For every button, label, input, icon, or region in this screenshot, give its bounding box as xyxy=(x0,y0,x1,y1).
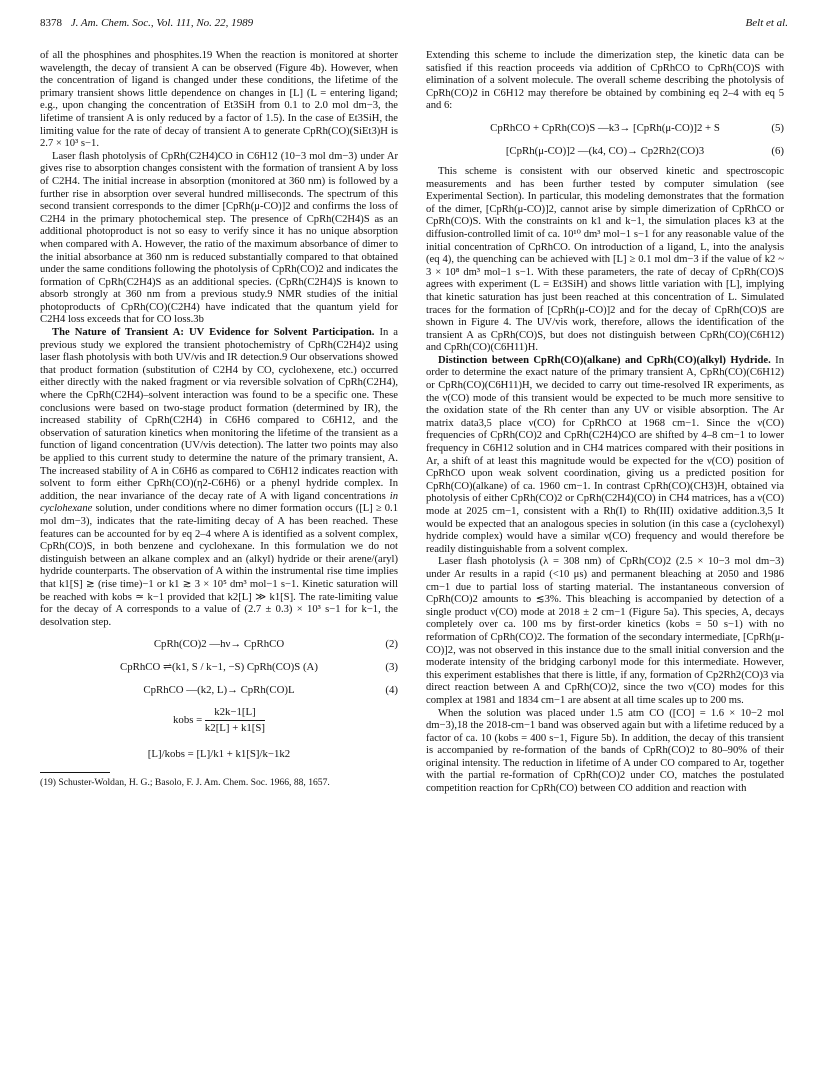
paragraph: of all the phosphines and phosphites.19 When the reaction is monitored at shorter wavelength, the decay of transient A can be observed (Figure 4b). However, when the concentration of ligand is changed under these conditions, the lifetime of the primary transient shows little dependence on changes in [L] (L = entering ligand; e.g., upon changing the concentration of Et3SiH from 0.1 to 2.0 mol dm−3, the lifetime of transient A is only reduced by a factor of 1.5). In the case of Et3SiH, the limiting value for the rate of decay of transient A to generate CpRh(CO)(SiEt3)H is 2.7 × 10³ s−1. xyxy=(40,50,398,150)
page xyxy=(40,14,788,1054)
section-paragraph xyxy=(40,327,398,629)
equation-2 xyxy=(40,636,398,652)
paragraph: When the solution was placed under 1.5 atm CO ([CO] = 1.6 × 10−2 mol dm−3),18 the 2018-cm−1 band was observed again but with a lifetime reduced by a factor of ca. 10 (kobs = 400 s−1, Figure 5b). In addition, the decay of this transient is accompanied by re-formation of the bands of CpRh(CO)2 to 80–90% of their original intensity. The reduction in lifetime of A under CO compared to Ar, together with the partial re-formation of CpRh(CO)2 under CO, matches the postulated competition reaction for CpRh(CO) between CO addition and reaction with xyxy=(426,707,784,795)
right-column xyxy=(426,50,784,796)
emphasis: in cyclohexane xyxy=(40,490,398,515)
footnote-rule xyxy=(40,772,110,773)
equation-4 xyxy=(40,682,398,698)
equation-6 xyxy=(426,143,784,159)
equation-body: CpRhCO ⇌(k1, S / k−1, −S) CpRh(CO)S (A) xyxy=(120,661,318,674)
equation-body: [CpRh(μ-CO)]2 —(k4, CO)→ Cp2Rh2(CO)3 xyxy=(505,144,705,157)
kobs-linear-equation xyxy=(40,746,398,762)
kobs-equation xyxy=(40,705,398,739)
equation-lhs: kobs = xyxy=(173,714,203,727)
footnote: (19) Schuster-Woldan, H. G.; Basolo, F. J. Am. Chem. Soc. 1966, 88, 1657. xyxy=(40,777,330,789)
paragraph: This scheme is consistent with our observed kinetic and spectroscopic measurements and has been further tested by computer simulation (see Experimental Section). In particular, this modeling demonstrates that the formation of the dimer, [CpRh(μ-CO)]2, cannot arise by simple dimerization of CpRhCO or CpRh(CO)S. With the constraints on k1 and k−1, the simulation places k3 at the diffusion-controlled limit of ca. 10¹⁰ dm³ mol−1 s−1 for any reasonable value of the initial concentration of CpRhCO. On introduction of a ligand, L, into the analysis (eq 4), the quenching can be achieved with [L] ≥ 0.1 mol dm−3 if the value of k2 ~ 3 × 10⁸ dm³ mol−1 s−1. With these parameters, the rate of decay of CpRh(CO)S agrees with experiment (L = Et3SiH) and shows little variation with [L], implying that kinetic saturation has just been reached at this concentration of L. Simulated traces for the formation of [CpRh(μ-CO)]2 and for the decay of CpRh(CO)S are shown in Figure 4. The UV/vis work, therefore, allows the identification of the transient A as CpRh(CO)S, but does not distinguish between CpRh(CO)(C6H12) and CpRh(CO)(C6H11)H. xyxy=(426,165,784,354)
run-in-heading: The Nature of Transient A: UV Evidence for Solvent Participation. xyxy=(52,327,375,339)
equation-number: (2) xyxy=(385,638,398,651)
page-number: 8378 xyxy=(40,17,62,29)
denominator: k2[L] + k1[S] xyxy=(204,722,265,735)
running-header xyxy=(40,14,788,32)
paragraph-text: In order to determine the exact nature of the primary transient A, CpRh(CO)(C6H12) or CpRh(CO)(C6H11)H, we decided to carry out time-resolved IR experiments, as the ν(CO) mode of this transient would be expected to be much more sensitive to the oxidation state of the Rh center than any UV or visible absorption. The Ar matrix data3,5 place ν(CO) for CpRhCO at 1968 cm−1. Since the ν(CO) frequencies of CpRh(CO)2 and CpRh(C2H4)CO are shifted by 4–8 cm−1 to lower frequency in C6H12 solution and in CH4 matrices compared with their positions in Ar, a shift of at least this magnitude would be expected for the ν(CO) position of CpRhCO upon weak solvent coordination, giving us a predicted position for CpRh(CO)(alkane) of ca. 1960 cm−1. In contrast CpRh(CO)(CH3)H, obtained via photolysis of either CpRh(CO)2 or CpRh(C2H4)(CO) in CH4 matrices, has a ν(CO) mode at 2025 cm−1, consistent with a Rh(I) to Rh(III) oxidative addition.3,5 It would be expected that an analogous species in solution (in this case a (cyclohexyl) hydride complex) would have a similar ν(CO) frequency and would therefore be readily distinguishable from a solvent complex. xyxy=(426,354,784,555)
run-in-heading: Distinction between CpRh(CO)(alkane) and CpRh(CO)(alkyl) Hydride. xyxy=(438,354,771,366)
fraction xyxy=(205,705,265,736)
equation-number: (4) xyxy=(385,684,398,697)
equation-number: (3) xyxy=(385,661,398,674)
equation-number: (6) xyxy=(771,144,784,157)
numerator: k2k−1[L] xyxy=(205,705,265,721)
paragraph: Laser flash photolysis of CpRh(C2H4)CO in C6H12 (10−3 mol dm−3) under Ar gives rise to absorption changes consistent with the formation of transient A by loss of C2H4. The initial increase in absorption (monitored at 360 nm) is followed by a further rise in absorption over several hundred milliseconds. The spectrum of this second transient corresponds to the dimer [CpRh(μ-CO)]2 and confirms the loss of C2H4 in the primary photochemical step. The presence of CpRh(C2H4)S as an additional photoproduct is not so easy to verify since it has no unique absorption when compared with A. However, the ratio of the maximum absorbance of dimer to the initial absorbance at 360 nm is reduced substantially compared to that obtained under the same conditions following the photolysis of CpRh(CO)2 and indicates the formation of CpRh(C2H4)S as an additional species. (CpRh(C2H4)S is known to absorb strongly at 360 nm from a previous study.9 NMR studies of the initial photoproducts of CpRh(CO)(C2H4) have indicated that the quantum yield for C2H4 loss exceeds that for CO loss.3b xyxy=(40,150,398,326)
paragraph: Extending this scheme to include the dimerization step, the kinetic data can be satisfied if this reaction proceeds via addition of CpRhCO to CpRh(CO)S with elimination of a solvent molecule. The overall scheme describing the photolysis of CpRh(CO)2 in C6H12 may therefore be obtained by combining eq 2–4 with eq 5 and 6: xyxy=(426,50,784,112)
section-paragraph xyxy=(426,355,784,557)
paragraph-text: In a previous study we explored the transient photochemistry of CpRh(C2H4)2 using laser flash photolysis with both UV/vis and IR detection.9 Our observations showed that product formation (substitution of C2H4 by CO, cyclohexene, etc.) occurred either directly with the naked fragment or via reversible solvation of CpRh(C2H4), where the CpRh(C2H4)–solvent interaction was found to be a specific one. These conclusions were based on two-stage product formation (determined by IR), the increased stability of CpRh(C2H4) in C6H6 compared to C6H12, and the observation of saturation kinetics when monitoring the lifetime of the transient as a function of ligand concentration (UV/vis detection). The latter two points may also be applied to this current study to determine the nature of the primary transient, A. The increased stability of A in C6H6 as compared to C6H12 indicates reaction with solvent to form either CpRh(CO)(η2-C6H6) or a phenyl hydride complex. In addition, the near invariance of the decay rate of A with ligand concentrations xyxy=(40,327,398,502)
equation-5 xyxy=(426,120,784,136)
paragraph-text: solution, under conditions where no dimer formation occurs ([L] ≥ 0.1 mol dm−3), indicates that the rate-limiting decay of A has been reached. These features can be accounted for by eq 2–4 where A is identified as a solvent complex, CpRh(CO)S, in both benzene and cyclohexane. In this formulation we do not distinguish between an alkane complex and an (alkyl) hydride or their arene/(aryl) hydride counterparts. The observation of A within the instrumental rise time implies that k1[S] ≳ (rise time)−1 or k1 ≳ 3 × 10⁵ dm³ mol−1 s−1. Kinetic saturation will be reached with kobs ≃ k−1 provided that k2[L] ≫ k1[S]. The rate-limiting value for the decay of A corresponds to a value of (2.7 ± 0.3) × 10³ s−1 for k−1, the desolvation step. xyxy=(40,503,399,628)
left-column xyxy=(40,50,398,788)
equation-3 xyxy=(40,659,398,675)
equation-body: [L]/kobs = [L]/k1 + k1[S]/k−1k2 xyxy=(147,748,291,761)
running-authors: Belt et al. xyxy=(745,17,788,29)
equation-body: CpRh(CO)2 —hν→ CpRhCO xyxy=(153,638,285,651)
equation-body: CpRhCO + CpRh(CO)S —k3→ [CpRh(μ-CO)]2 + S xyxy=(490,121,720,134)
equation-body: CpRhCO —(k2, L)→ CpRh(CO)L xyxy=(143,684,295,697)
equation-number: (5) xyxy=(771,121,784,134)
paragraph: Laser flash photolysis (λ = 308 nm) of CpRh(CO)2 (2.5 × 10−3 mol dm−3) under Ar results in a rapid (<10 μs) and permanent bleaching at 2050 and 1986 cm−1 due to partial loss of starting material. The instantaneous conversion of CpRh(CO)2 amounts to ≲3%. This bleaching is accompanied by detection of a single product ν(CO) mode at 2018 ± 2 cm−1 (Figure 5a). This species, A, decays completely over ca. 100 ms by first-order kinetics (kobs = 50 s−1) with no reformation of CpRh(CO)2. The formation of the secondary intermediate, [CpRh(μ-CO)]2, was not observed in this instance due to the small initial conversion and the moderate intensity of the bridging carbonyl mode for this intermediate. However, this experiment establishes that there is little, if any, formation of Cp2Rh2(CO)3 via direct reaction between A and CpRh(CO)2, since the two ν(CO) modes for this complex at 1981 and 1834 cm−1 are absent at all time scales up to 200 ms. xyxy=(426,556,784,706)
journal-citation: J. Am. Chem. Soc., Vol. 111, No. 22, 1989 xyxy=(70,17,254,29)
